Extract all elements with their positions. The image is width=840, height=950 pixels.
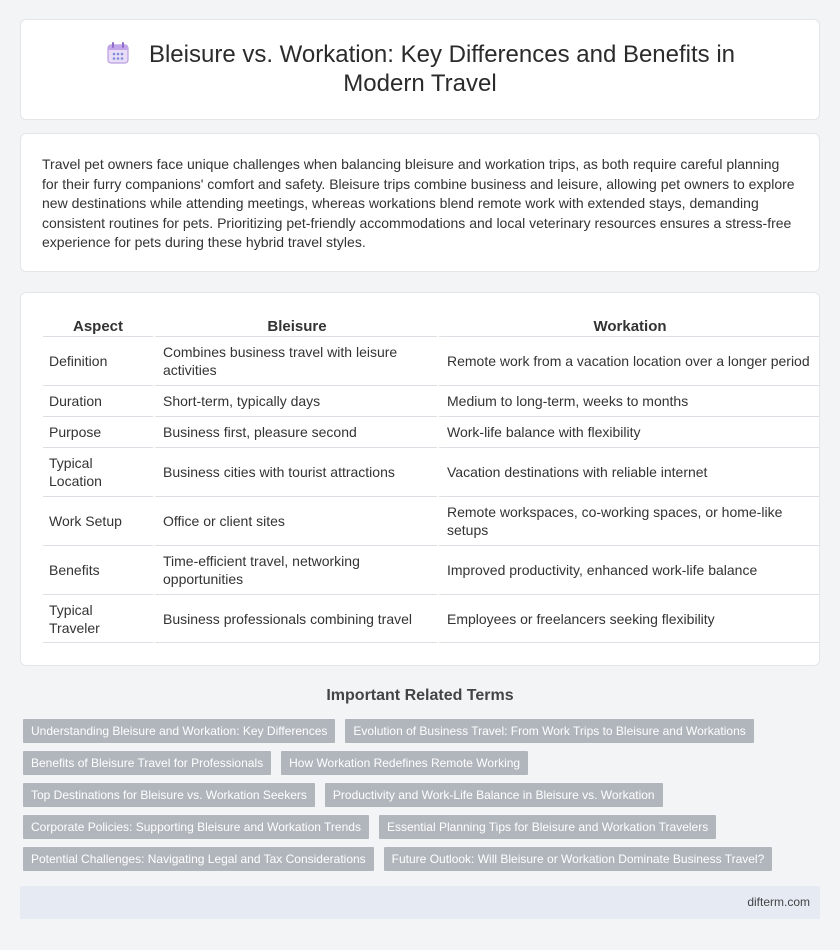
table-row [43,447,819,496]
bleisure-cell: Office or client sites [153,496,437,545]
header-card [20,19,820,120]
table-row [43,385,819,416]
bleisure-cell: Short-term, typically days [153,385,437,416]
bleisure-cell: Business professionals combining travel [153,594,437,643]
related-terms-title: Important Related Terms [326,687,514,704]
bleisure-cell: Combines business travel with leisure activities [153,336,437,385]
tag-row [23,815,813,847]
table-row [43,594,819,643]
workation-cell: Medium to long-term, weeks to months [437,385,819,416]
aspect-cell: Purpose [43,416,153,447]
tag-row [23,719,813,751]
tag-row [23,783,813,815]
bleisure-cell: Business first, pleasure second [153,416,437,447]
header-bleisure: Bleisure [153,315,437,336]
related-term-link[interactable]: Benefits of Bleisure Travel for Professionals [23,751,271,775]
table-row [43,416,819,447]
workation-cell: Remote workspaces, co-working spaces, or home-like setups [437,496,819,545]
page-title [61,40,779,98]
related-term-link[interactable]: Potential Challenges: Navigating Legal and Tax Considerations [23,847,374,871]
related-term-link[interactable]: Future Outlook: Will Bleisure or Workation Dominate Business Travel? [384,847,773,871]
workation-cell: Work-life balance with flexibility [437,416,819,447]
intro-card [20,133,820,272]
aspect-cell: Typical Location [43,447,153,496]
related-terms-list [23,719,813,879]
bleisure-cell: Time-efficient travel, networking opportunities [153,545,437,594]
aspect-cell: Work Setup [43,496,153,545]
aspect-cell: Benefits [43,545,153,594]
aspect-cell: Definition [43,336,153,385]
table-header-row [43,315,819,336]
footer [20,886,820,919]
header-workation: Workation [437,315,819,336]
workation-cell: Employees or freelancers seeking flexibility [437,594,819,643]
bleisure-cell: Business cities with tourist attractions [153,447,437,496]
intro-paragraph: Travel pet owners face unique challenges when balancing bleisure and workation trips, as both require careful planning for their furry companions' comfort and safety. Bleisure trips combine business and leisure, allowing pet owners to explore new destinations while attending meetings, whereas workations blend remote work with extended stays, demanding consistent routines for pets. Prioritizing pet-friendly accommodations and local veterinary resources ensures a stress-free experience for pets during these hybrid travel styles. [42,156,795,251]
tag-row [23,751,813,783]
page-title-text: Bleisure vs. Workation: Key Differences and Benefits in Modern Travel [148,41,736,97]
related-term-link[interactable]: Essential Planning Tips for Bleisure and Workation Travelers [379,815,716,839]
comparison-table [43,315,819,643]
workation-cell: Improved productivity, enhanced work-life balance [437,545,819,594]
comparison-card [20,292,820,666]
header-aspect: Aspect [72,318,124,335]
related-term-link[interactable]: Evolution of Business Travel: From Work Trips to Bleisure and Workations [345,719,753,743]
related-term-link[interactable]: Understanding Bleisure and Workation: Key Differences [23,719,335,743]
workation-cell: Remote work from a vacation location over a longer period [437,336,819,385]
calendar-icon [105,40,131,66]
footer-site-link[interactable]: difterm.com [747,895,810,909]
tag-row [23,847,813,879]
header [21,40,819,98]
related-term-link[interactable]: How Workation Redefines Remote Working [281,751,528,775]
workation-cell: Vacation destinations with reliable internet [437,447,819,496]
related-term-link[interactable]: Corporate Policies: Supporting Bleisure and Workation Trends [23,815,369,839]
table-row [43,496,819,545]
related-term-link[interactable]: Productivity and Work-Life Balance in Bleisure vs. Workation [325,783,663,807]
aspect-cell: Typical Traveler [43,594,153,643]
aspect-cell: Duration [43,385,153,416]
related-term-link[interactable]: Top Destinations for Bleisure vs. Workation Seekers [23,783,315,807]
table-row [43,336,819,385]
table-row [43,545,819,594]
